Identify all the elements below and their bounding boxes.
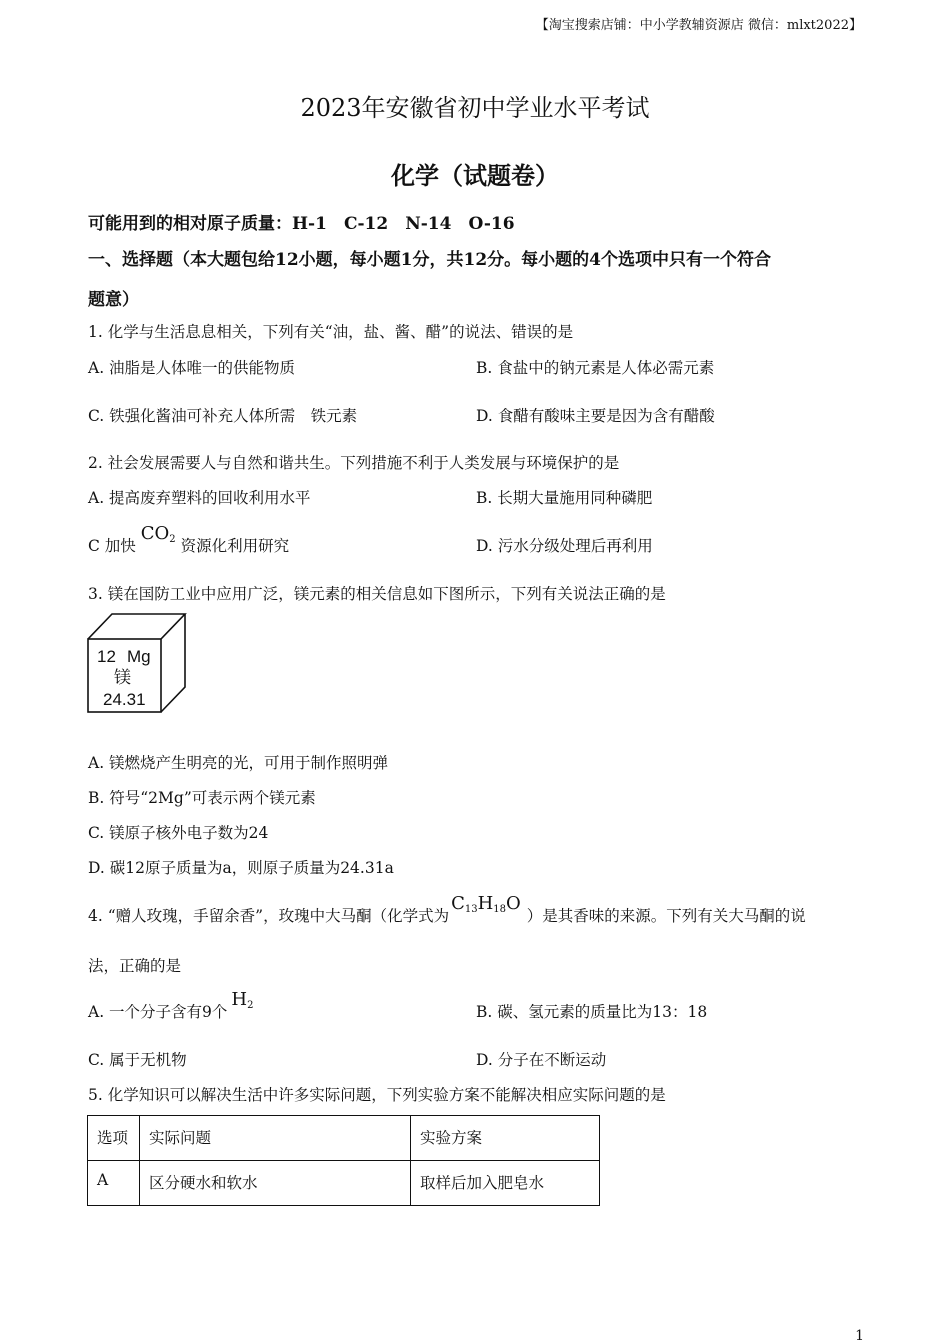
q2-option-a: A. 提高废弃塑料的回收利用水平 (88, 489, 311, 507)
q2-option-d: D. 污水分级处理后再利用 (476, 537, 653, 555)
co2-formula-main: CO (140, 523, 170, 544)
table-row (88, 1161, 600, 1206)
q4-stem (88, 893, 806, 927)
page-number: 1 (855, 1328, 864, 1344)
q2-option-c (88, 523, 290, 557)
section1-heading: 一、选择题（本大题包给12小题，每小题1分，共12分。每小题的4个选项中只有一个符合 (88, 250, 771, 270)
formula-h: H (477, 893, 494, 914)
q2-option-c-prefix: C 加快 (88, 537, 136, 555)
table-cell: A (88, 1161, 140, 1206)
table-header-cell: 实际问题 (140, 1116, 411, 1161)
q5-stem: 5. 化学知识可以解决生活中许多实际问题，下列实验方案不能解决相应实际问题的是 (88, 1086, 666, 1104)
formula-c-sub: 13 (464, 904, 478, 915)
magnesium-element-cell (86, 612, 190, 716)
q3-stem: 3. 镁在国防工业中应用广泛，镁元素的相关信息如下图所示，下列有关说法正确的是 (88, 585, 666, 603)
formula-c: C (451, 893, 465, 914)
table-cell: 取样后加入肥皂水 (411, 1161, 600, 1206)
table-header-row (88, 1116, 600, 1161)
q4-option-a-prefix: A. 一个分子含有9个 (88, 1003, 228, 1021)
element-symbol: Mg (127, 647, 151, 666)
damascone-formula (451, 893, 521, 914)
h2-formula-main: H (231, 989, 248, 1010)
q1-stem: 1. 化学与生活息息相关，下列有关“油，盐、酱、醋”的说法、错误的是 (88, 323, 574, 341)
q1-option-a: A. 油脂是人体唯一的供能物质 (88, 359, 296, 377)
q5-table (87, 1115, 600, 1206)
q4-stem-suffix: ）是其香味的来源。下列有关大马酮的说 (526, 907, 806, 925)
section1-heading-cont: 题意） (88, 290, 139, 310)
q4-stem-prefix: 4. “赠人玫瑰，手留余香”，玫瑰中大马酮（化学式为 (88, 907, 450, 925)
q2-stem: 2. 社会发展需要人与自然和谐共生。下列措施不利于人类发展与环境保护的是 (88, 454, 620, 472)
q4-option-c: C. 属于无机物 (88, 1051, 187, 1069)
q1-option-d: D. 食醋有酸味主要是因为含有醋酸 (476, 407, 715, 425)
q3-option-d: D. 碳12原子质量为a，则原子质量为24.31a (88, 859, 394, 877)
q4-stem-line2: 法，正确的是 (88, 957, 182, 975)
q3-option-c: C. 镁原子核外电子数为24 (88, 824, 269, 842)
q4-option-d: D. 分子在不断运动 (476, 1051, 607, 1069)
q3-option-a: A. 镁燃烧产生明亮的光，可用于制作照明弹 (88, 754, 389, 772)
formula-h-sub: 18 (493, 904, 507, 915)
q4-option-b: B. 碳、氢元素的质量比为13：18 (476, 1003, 708, 1021)
table-header-cell: 实验方案 (411, 1116, 600, 1161)
formula-o: O (506, 893, 521, 914)
q4-option-a (88, 989, 254, 1023)
table-header-cell: 选项 (88, 1116, 140, 1161)
co2-formula-sub: 2 (169, 534, 176, 545)
q1-option-b: B. 食盐中的钠元素是人体必需元素 (476, 359, 715, 377)
h2-formula-sub: 2 (247, 1000, 254, 1011)
element-mass: 24.31 (103, 690, 146, 709)
q2-option-c-suffix: 资源化利用研究 (180, 537, 290, 555)
exam-subtitle: 化学（试题卷） (391, 161, 559, 190)
table-cell: 区分硬水和软水 (140, 1161, 411, 1206)
co2-formula (141, 523, 176, 544)
atomic-masses: 可能用到的相对原子质量：H-1 C-12 N-14 O-16 (88, 214, 515, 234)
element-number: 12 (97, 647, 116, 666)
header-note: 【淘宝搜索店铺：中小学教辅资源店 微信：mlxt2022】 (535, 18, 862, 33)
h2-formula (231, 989, 253, 1010)
element-name: 镁 (114, 668, 131, 688)
q1-option-c: C. 铁强化酱油可补充人体所需 铁元素 (88, 407, 358, 425)
q2-option-b: B. 长期大量施用同种磷肥 (476, 489, 653, 507)
q3-option-b: B. 符号“2Mg”可表示两个镁元素 (88, 789, 316, 807)
exam-title: 2023年安徽省初中学业水平考试 (300, 94, 650, 122)
cell-side-face (161, 614, 185, 712)
cell-top-face (88, 614, 185, 639)
